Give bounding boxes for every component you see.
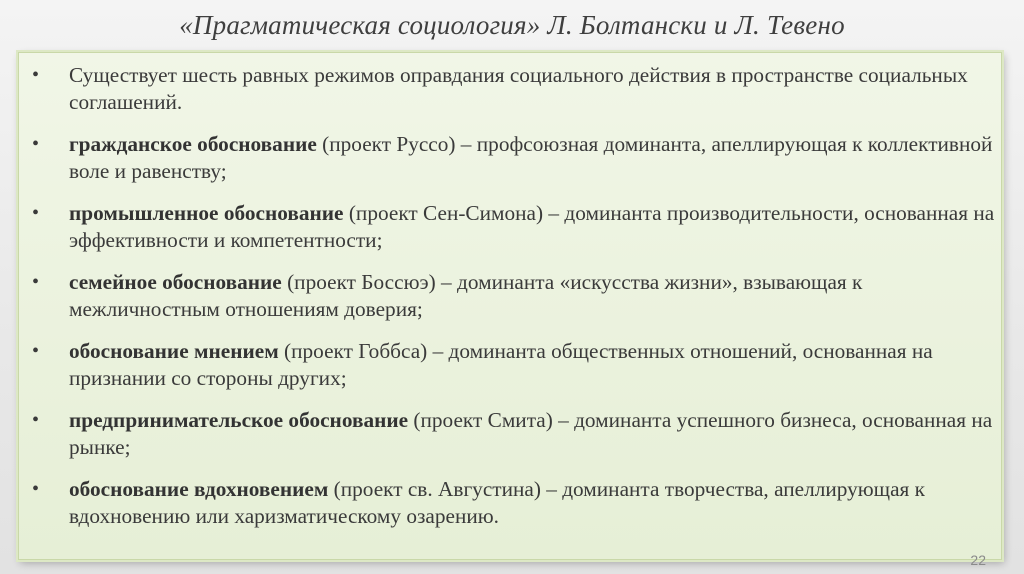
page-number: 22 — [970, 552, 986, 568]
bullet-item-civic — [19, 131, 999, 185]
bullet-text: (проект Смита) – доминанта успешного бизнеса, основанная на рынке; — [69, 408, 993, 459]
slide-title: «Прагматическая социология» Л. Болтански и Л. Тевено — [179, 10, 845, 40]
bullet-text: (проект св. Августина) – доминанта творчества, апеллирующая к вдохновению или харизматическому озарению. — [69, 477, 925, 528]
bullet-marker: • — [32, 64, 40, 86]
bullet-marker: • — [32, 271, 40, 293]
bullet-term: обоснование мнением — [69, 339, 279, 363]
bullet-text: (проект Сен-Симона) – доминанта производительности, основанная на эффективности и компетентности; — [69, 201, 995, 252]
bullet-term: предпринимательское обоснование — [69, 408, 409, 432]
bullet-term: промышленное обоснование — [69, 201, 344, 225]
bullet-text: (проект Руссо) – профсоюзная доминанта, апеллирующая к коллективной воле и равенству; — [69, 132, 993, 183]
bullet-item-market — [19, 407, 999, 461]
bullet-term: гражданское обоснование — [69, 132, 317, 156]
bullet-marker: • — [32, 202, 40, 224]
bullet-term: семейное обоснование — [69, 270, 282, 294]
bullet-marker: • — [32, 478, 40, 500]
bullet-marker: • — [32, 340, 40, 362]
bullet-item-inspired — [19, 476, 999, 530]
bullet-item-industrial — [19, 200, 999, 254]
bullet-marker: • — [32, 133, 40, 155]
bullet-item-domestic — [19, 269, 999, 323]
bullet-text: (проект Гоббса) – доминанта общественных отношений, основанная на признании со стороны других; — [69, 339, 933, 390]
bullet-item-intro — [19, 62, 999, 116]
bullet-text: Существует шесть равных режимов оправдания социального действия в пространстве социальных соглашений. — [69, 63, 968, 114]
content-panel — [18, 52, 1002, 560]
bullet-marker: • — [32, 409, 40, 431]
bullet-list — [19, 62, 999, 545]
bullet-item-opinion — [19, 338, 999, 392]
bullet-term: обоснование вдохновением — [69, 477, 329, 501]
bullet-text: (проект Боссюэ) – доминанта «искусства жизни», взывающая к межличностным отношениям доверия; — [69, 270, 863, 321]
